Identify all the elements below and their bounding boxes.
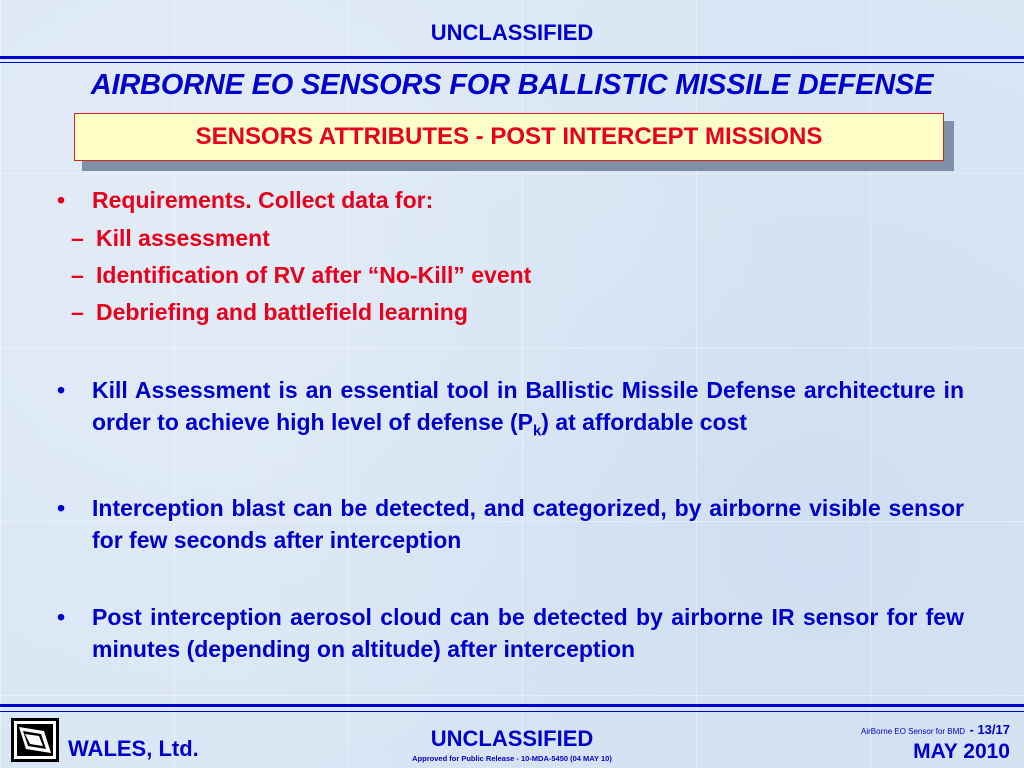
bullet-text: Interception blast can be detected, and categorized, by airborne visible sensor for few seconds after interception (92, 494, 964, 553)
company-name: WALES, Ltd. (68, 736, 199, 761)
bullet-text: Requirements. Collect data for: (92, 187, 434, 213)
sub-item-text: Debriefing and battlefield learning (96, 299, 468, 325)
footer-classification: UNCLASSIFIED (430, 726, 594, 751)
document-name: AirBorne EO Sensor for BMD (861, 727, 966, 736)
bullet-glyph: • (57, 377, 66, 403)
bullet-glyph: • (57, 603, 66, 630)
sub-item-kill-assessment (52, 220, 964, 257)
footer-rule-thick (0, 704, 1024, 707)
slide-content (52, 184, 964, 665)
slide-title: AIRBORNE EO SENSORS FOR BALLISTIC MISSILE DEFENSE (90, 69, 934, 101)
dash-glyph: – (71, 225, 84, 251)
bullet-glyph: • (57, 494, 66, 521)
bullet-text-pre: Kill Assessment is an essential tool in Ballistic Missile Defense architecture in order to achieve high level of defense (P (92, 377, 964, 435)
bullet-interception-blast (52, 492, 964, 556)
header-rule-thin (0, 62, 1024, 63)
top-classification: UNCLASSIFIED (430, 20, 594, 45)
footer-rule-thin (0, 711, 1024, 712)
dash-glyph: – (71, 299, 84, 325)
bullet-glyph: • (57, 187, 66, 213)
sub-item-text: Kill assessment (96, 225, 270, 251)
bullet-aerosol-cloud (52, 601, 964, 665)
document-date: MAY 2010 (913, 740, 1010, 763)
bullet-kill-assessment (52, 374, 964, 448)
release-statement: Approved for Public Release - 10-MDA-5450 (04 MAY 10) (412, 754, 612, 763)
page-number: - 13/17 (969, 722, 1010, 737)
bullet-requirements (52, 184, 964, 216)
sub-item-debriefing (52, 294, 964, 331)
slide-subtitle: SENSORS ATTRIBUTES - POST INTERCEPT MISSIONS (195, 123, 823, 150)
dash-glyph: – (71, 262, 84, 288)
header-rule-thick (0, 56, 1024, 59)
footer-page-info (861, 721, 1010, 764)
subscript-k: k (532, 422, 542, 440)
bullet-text-post: ) at affordable cost (541, 409, 748, 435)
bullet-text: Post interception aerosol cloud can be detected by airborne IR sensor for few minutes (depending on altitude) after interception (92, 603, 964, 662)
subtitle-box (74, 113, 944, 161)
sub-item-text: Identification of RV after “No-Kill” event (96, 262, 532, 288)
sub-item-identification (52, 257, 964, 294)
